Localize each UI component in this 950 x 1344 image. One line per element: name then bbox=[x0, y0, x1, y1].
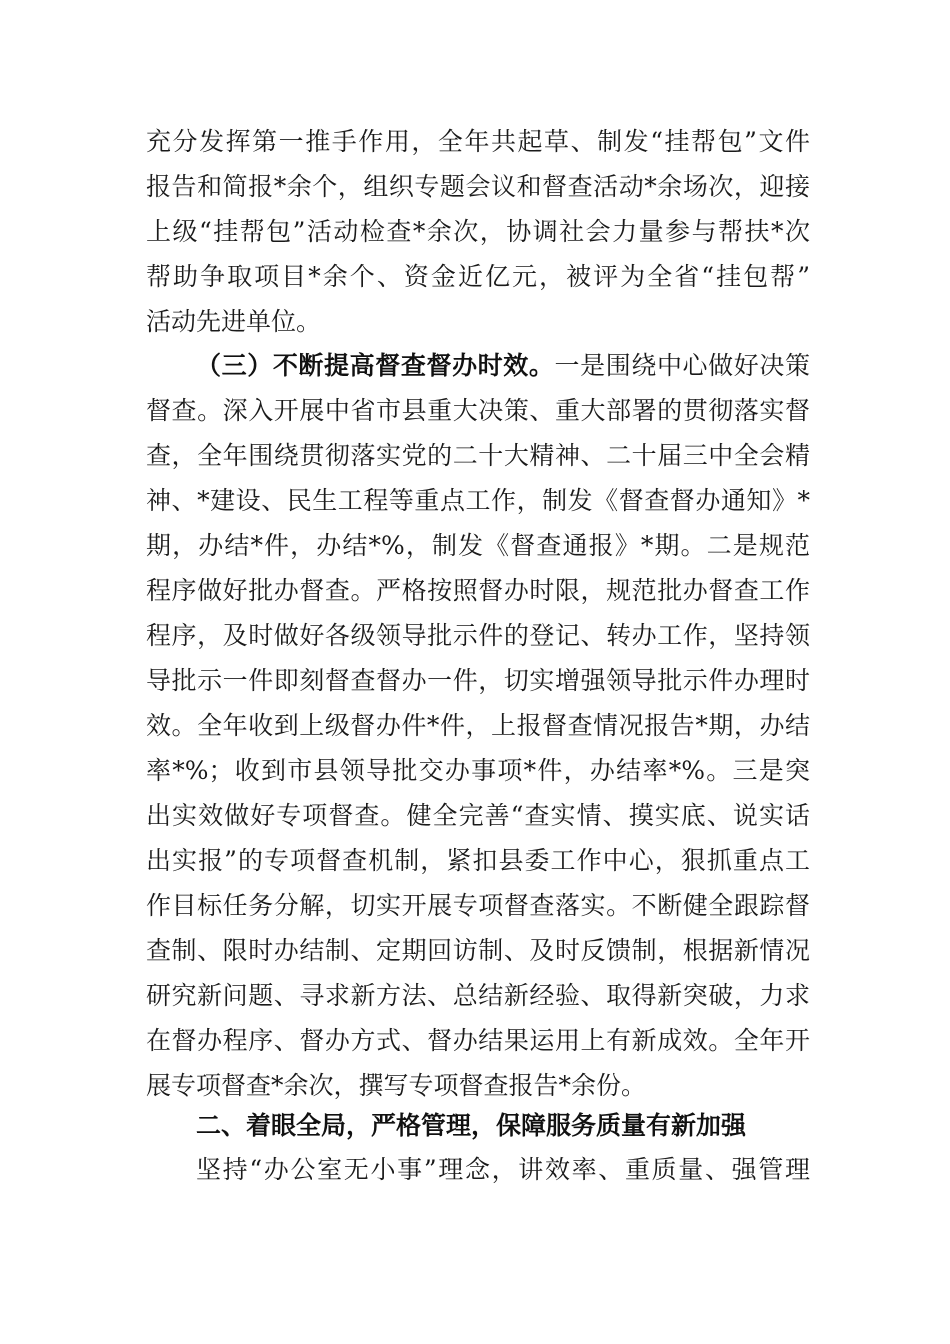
paragraph-line: 坚持“办公室无小事”理念，讲效率、重质量、强管理 bbox=[196, 1155, 810, 1184]
paragraph-line: 在督办程序、督办方式、督办结果运用上有新成效。全年开 bbox=[146, 1026, 810, 1055]
paragraph-line: 期，办结*件，办结*%，制发《督查通报》*期。二是规范 bbox=[146, 531, 810, 560]
paragraph-line: 督查。深入开展中省市县重大决策、重大部署的贯彻落实督 bbox=[146, 396, 810, 425]
section-three-heading: （三）不断提高督查督办时效。 bbox=[196, 351, 555, 380]
paragraph-line: 导批示一件即刻督查督办一件，切实增强领导批示件办理时 bbox=[146, 666, 810, 695]
paragraph-line: 出实效做好专项督查。健全完善“查实情、摸实底、说实话 bbox=[146, 801, 810, 830]
paragraph-line: 帮助争取项目*余个、资金近亿元，被评为全省“挂包帮” bbox=[146, 262, 810, 291]
section-heading: 二、着眼全局，严格管理，保障服务质量有新加强 bbox=[196, 1111, 747, 1140]
paragraph-line: 查，全年围绕贯彻落实党的二十大精神、二十届三中全会精 bbox=[146, 441, 810, 470]
section-three-first-line bbox=[196, 346, 810, 386]
paragraph-line: 出实报”的专项督查机制，紧扣县委工作中心，狠抓重点工 bbox=[146, 846, 810, 875]
paragraph-line: 研究新问题、寻求新方法、总结新经验、取得新突破，力求 bbox=[146, 981, 810, 1010]
paragraph-line: 活动先进单位。 bbox=[146, 307, 322, 336]
paragraph-line: 率*%；收到市县领导批交办事项*件，办结率*%。三是突 bbox=[146, 756, 810, 785]
paragraph-line: 上级“挂帮包”活动检查*余次，协调社会力量参与帮扶*次 bbox=[146, 217, 810, 246]
paragraph-line: 效。全年收到上级督办件*件，上报督查情况报告*期，办结 bbox=[146, 711, 810, 740]
paragraph-line: 作目标任务分解，切实开展专项督查落实。不断健全跟踪督 bbox=[146, 891, 810, 920]
section-three-first-line-text: 一是围绕中心做好决策 bbox=[554, 351, 810, 380]
paragraph-line: 程序做好批办督查。严格按照督办时限，规范批办督查工作 bbox=[146, 576, 810, 605]
paragraph-line: 神、*建设、民生工程等重点工作，制发《督查督办通知》* bbox=[146, 486, 810, 515]
paragraph-line: 展专项督查*余次，撰写专项督查报告*余份。 bbox=[146, 1071, 647, 1100]
paragraph-line: 程序，及时做好各级领导批示件的登记、转办工作，坚持领 bbox=[146, 621, 810, 650]
paragraph-line: 充分发挥第一推手作用，全年共起草、制发“挂帮包”文件 bbox=[146, 127, 810, 156]
paragraph-line: 报告和简报*余个，组织专题会议和督查活动*余场次，迎接 bbox=[146, 172, 810, 201]
paragraph-line: 查制、限时办结制、定期回访制、及时反馈制，根据新情况 bbox=[146, 936, 810, 965]
